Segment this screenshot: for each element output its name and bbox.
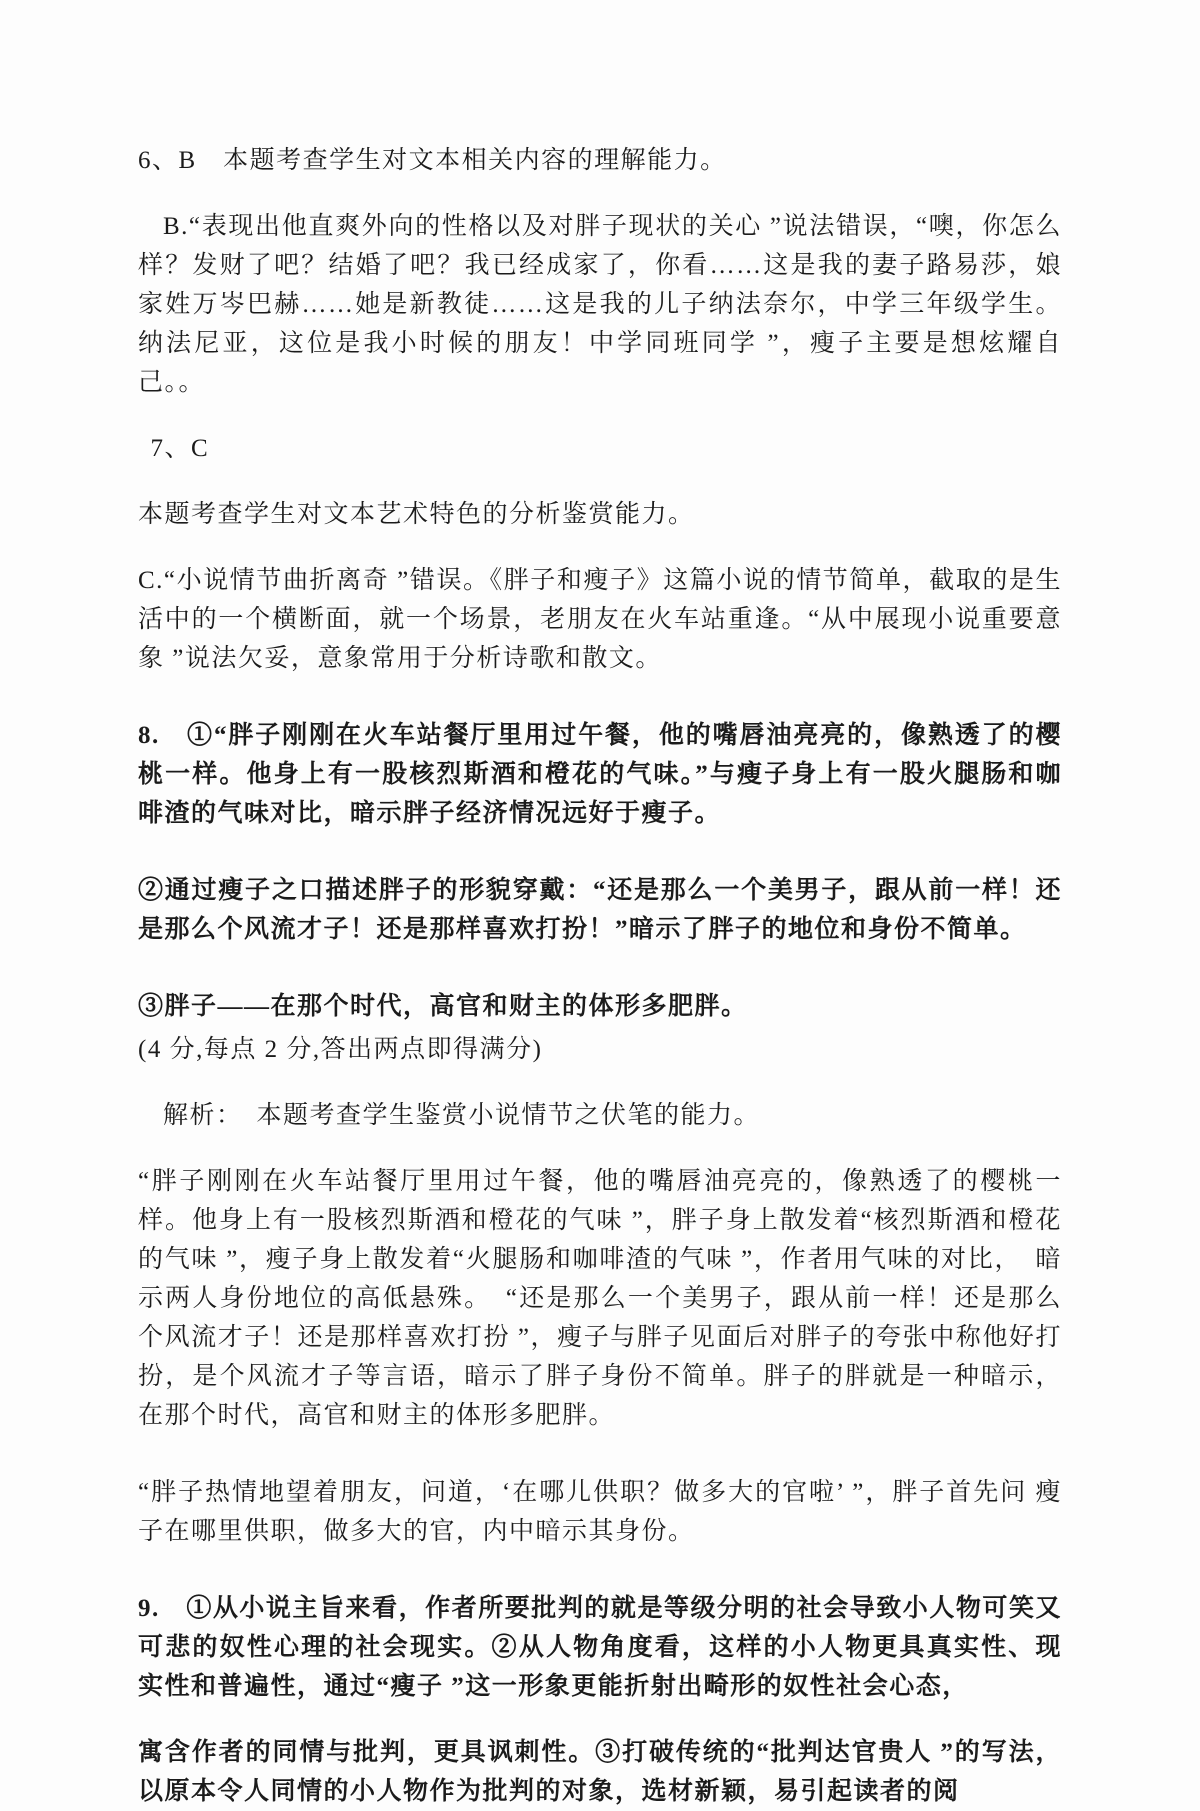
paragraph-q8-point-1: 8. ①“胖子刚刚在火车站餐厅里用过午餐，他的嘴唇油亮亮的，像熟透了的樱桃一样。他身上有一股核烈斯酒和橙花的气味。”与瘦子身上有一股火腿肠和咖啡渣的气味对比，暗示胖子经济情况远好于瘦子。	[138, 722, 1062, 827]
paragraph-q8-analysis-body: “胖子刚刚在火车站餐厅里用过午餐，他的嘴唇油亮亮的，像熟透了的樱桃一样。他身上有一股核烈斯酒和橙花的气味 ”，胖子身上散发着“核烈斯酒和橙花的气味 ”，瘦子身上散发着“火腿肠和咖啡渣的气味 ”，作者用气味的对比， 暗示两人身份地位的高低悬殊。 “还是那么一个美男子，跟从前一样！还是那么个风流才子！还是那样喜欢打扮 ”，瘦子与胖子见面后对胖子的夸张中称他好打扮，是个风流才子等言语，暗示了胖子身份不简单。胖子的胖就是一种暗示，在那个时代，高官和财主的体形多肥胖。	[138, 1168, 1062, 1429]
paragraph-q6-explanation: B.“表现出他直爽外向的性格以及对胖子现状的关心 ”说法错误，“噢，你怎么样？发财了吧？结婚了吧？我已经成家了，你看……这是我的妻子路易莎，娘家姓万岑巴赫……她是新教徒……这是我的儿子纳法奈尔，中学三年级学生。纳法尼亚，这位是我小时候的朋友！中学同班同学 ”，瘦子主要是想炫耀自己。。	[138, 213, 1062, 396]
paragraph-q6-answer: 6、B 本题考查学生对文本相关内容的理解能力。	[138, 147, 727, 174]
paragraph-q9-point-3: 寓含作者的同情与批判，更具讽刺性。③打破传统的“批判达官贵人 ”的写法，以原本令人同情的小人物作为批判的对象，选材新颖，易引起读者的阅	[138, 1739, 1062, 1805]
paragraph-q9-points-1-2: 9. ①从小说主旨来看，作者所要批判的就是等级分明的社会导致小人物可笑又可悲的奴性心理的社会现实。②从人物角度看，这样的小人物更具真实性、现实性和普遍性，通过“瘦子 ”这一形象更能折射出畸形的奴性社会心态，	[138, 1595, 1062, 1700]
paragraph-q7-explanation: C.“小说情节曲折离奇 ”错误。《胖子和瘦子》这篇小说的情节简单，截取的是生活中的一个横断面，就一个场景，老朋友在火车站重逢。“从中展现小说重要意象 ”说法欠妥，意象常用于分析诗歌和散文。	[138, 567, 1062, 672]
paragraph-q8-analysis-quote: “胖子热情地望着朋友，问道，‘在哪儿供职？做多大的官啦’ ”，胖子首先问 瘦子在哪里供职，做多大的官，内中暗示其身份。	[138, 1479, 1062, 1545]
paragraph-q7-answer: 7、C	[150, 435, 210, 462]
paragraph-q8-analysis-intro: 解析： 本题考查学生鉴赏小说情节之伏笔的能力。	[163, 1102, 761, 1129]
paragraph-q7-intro: 本题考查学生对文本艺术特色的分析鉴赏能力。	[138, 501, 695, 528]
paragraph-q8-point-2: ②通过瘦子之口描述胖子的形貌穿戴：“还是那么一个美男子，跟从前一样！还是那么个风流才子！还是那样喜欢打扮！”暗示了胖子的地位和身份不简单。	[138, 877, 1062, 943]
paragraph-q8-scoring-note: (4 分,每点 2 分,答出两点即得满分)	[138, 1036, 543, 1063]
paragraph-q8-point-3: ③胖子——在那个时代，高官和财主的体形多肥胖。	[138, 993, 748, 1020]
